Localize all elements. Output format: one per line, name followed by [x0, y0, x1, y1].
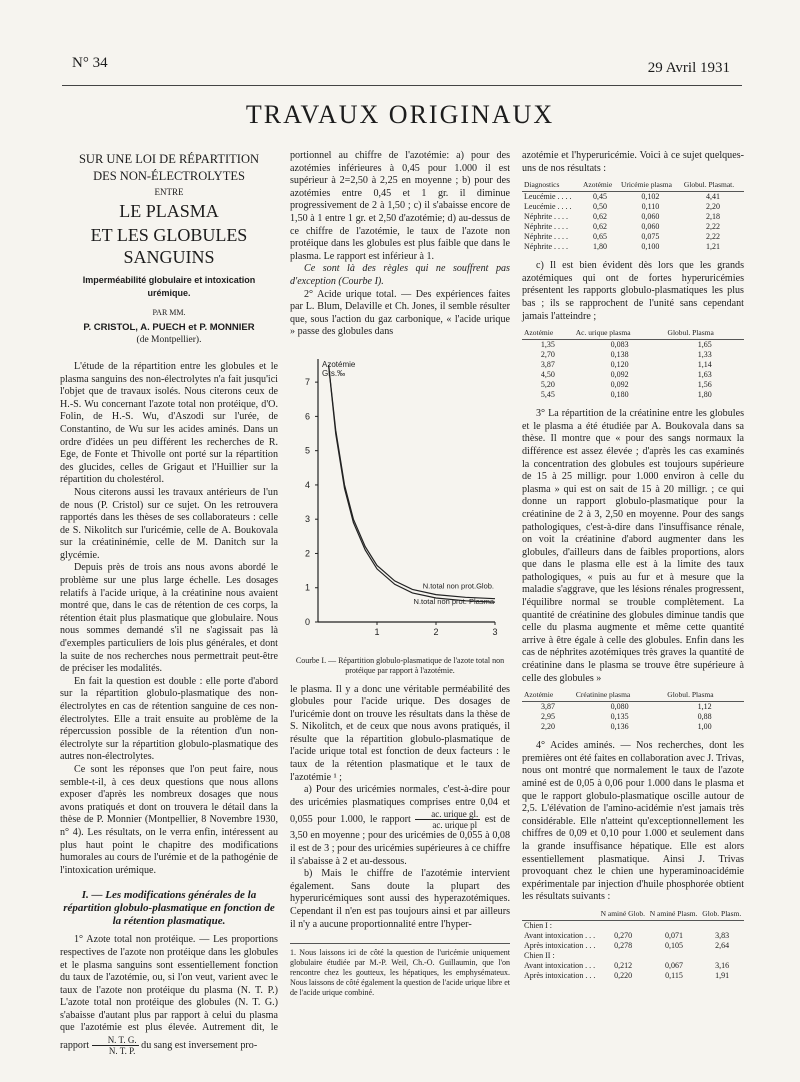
table-cell: 4,41: [705, 192, 720, 202]
y-tick-label: 4: [304, 479, 310, 490]
table-cell: [599, 951, 648, 961]
series-label-2: N.total non prot. Plasma: [413, 597, 494, 607]
table-cell: 0,180: [610, 390, 629, 400]
table-cell: 0,115: [665, 970, 683, 980]
table-cell: 3,87: [540, 702, 555, 712]
table-cell: 0,075: [641, 232, 660, 242]
table-row: [522, 350, 744, 360]
table-cell: Leucémie . . . .: [524, 202, 572, 212]
table-cell: [648, 920, 701, 931]
table-cell: 3,16: [715, 960, 730, 970]
fraction: [92, 1035, 139, 1056]
table-header-cell: Azotémie: [581, 179, 619, 192]
fraction: [415, 809, 480, 830]
table-row: [522, 961, 744, 971]
figure-caption: Courbe I. — Répartition globulo-plasmatique de l'azote total non protéique par rapport à l'azotémie.: [295, 655, 505, 675]
table-cell: 5,20: [540, 380, 555, 390]
table-row: [522, 370, 744, 380]
table-cell: 4,50: [540, 370, 555, 380]
table-cell: 0,65: [592, 232, 607, 242]
table-cell: 0,100: [641, 242, 660, 252]
table-header-cell: Azotémie: [522, 689, 574, 702]
paragraph: 4° Acides aminés. — Nos recherches, dont les premières ont été faites en collaboration avec J. Trivas, nous ont montré que normalement le taux de l'azote aminé est de 0,05 à 0,06 pour 1.000 dans le plasma et que le rapport globulo-plasmatique oscille autour de 2,5. L'élévation de l'amino-acidémie n'est jamais très considérable. Elle n'atteint qu'exceptionnellement les chiffres de 0,09 et 0,10 pour 1.000 et seulement dans la grande insuffisance hépatique. Elle est alors essentiellement plasmatique. Ainsi J. Trivas provoquant chez le chien une hyperaminoacidémie expérimentale par injection d'huile phosphorée obtient les résultats suivants :: [522, 740, 744, 903]
table-cell: 1,65: [697, 340, 712, 350]
table-cell: 0,083: [610, 340, 629, 350]
issue-date: 29 Avril 1931: [647, 60, 730, 76]
table-header-cell: Créatinine plasma: [574, 689, 665, 702]
table-cell: 2,20: [705, 202, 720, 212]
issue-number: N° 34: [72, 55, 108, 71]
table-cell: 1,63: [697, 370, 712, 380]
y-tick-label: 3: [304, 514, 310, 525]
section-title: TRAVAUX ORIGINAUX: [245, 100, 555, 129]
table-row: [522, 971, 744, 981]
table-cell: 2,64: [715, 940, 730, 950]
table-row: [522, 192, 744, 203]
paragraph: [290, 784, 510, 868]
results-table-creatinine: [522, 689, 744, 732]
table-cell: Après intoxication . . .: [524, 940, 596, 950]
table-header-row: [522, 908, 744, 921]
table-cell: 1,14: [697, 360, 712, 370]
table-row: [522, 242, 744, 252]
table-header-cell: Globul. Plasma: [666, 327, 744, 340]
table-cell: 0,212: [614, 960, 633, 970]
footnote: 1. Nous laissons ici de côté la question de l'uricémie uniquement globulaire étudiée par M.-P. Weil, Ch.-O. Guillaumin, que l'on rencontre chez les goutteux, les hépatiques, les emphysémateux. Nous laissons de côté également la question de l'acide urique libre et de l'acide urique combiné.: [290, 943, 510, 998]
authors: P. CRISTOL, A. PUECH et P. MONNIER: [83, 321, 255, 333]
header-rule: [62, 85, 742, 86]
table-cell: 1,80: [697, 390, 712, 400]
table-cell: Néphrite . . . .: [524, 242, 568, 252]
table-row: [522, 380, 744, 390]
table-header-cell: Globul. Plasmat.: [682, 179, 744, 192]
table-cell: 0,62: [592, 212, 607, 222]
table-cell: [700, 951, 744, 961]
table-cell: 1,80: [592, 242, 607, 252]
paragraph: portionnel au chiffre de l'azotémie: a) pour des azotémies inférieures à 0,45 pour 1.000 il est supérieur à 2=2,50 à 2,25 en moyenne ; b) pour des azotémies entre 0,45 et 1 gr. il diminue progressivement de 2 à 1,50 ; c) il s'abaisse encore de 1,50 à 1 entre 1 gr. et 2,50 d'azotémie; d) au-dessus de ce chiffre de l'azotémie, le taux de l'azote non protéique dans les globules est plus faible que dans le plasma. Le rapport est inférieur à 1.: [290, 150, 510, 262]
x-tick-label: 1: [374, 626, 380, 637]
figure: [290, 347, 510, 652]
table-row: [522, 931, 744, 941]
y-tick-label: 2: [304, 548, 310, 559]
table-cell: 0,138: [610, 350, 629, 360]
affiliation: (de Montpellier).: [136, 335, 202, 346]
table-header-cell: Diagnostics: [522, 179, 581, 192]
table-cell: 1,91: [715, 970, 730, 980]
paragraph: le plasma. Il y a donc une véritable perméabilité des globules pour l'acide urique. Des dosages de l'uricémie dont on trouve les résultats dans la thèse de S. Nikolitch, et de ceux que nous avons pratiqués, il résulte que la répartition globulo-plasmatique de l'acide urique total est fonction de deux facteurs : le taux de la rétention plasmatique et le taux de l'azotémie ¹ ;: [290, 683, 510, 783]
table-cell: 0,278: [614, 940, 633, 950]
paragraph: b) Mais le chiffre de l'azotémie intervient également. Sans doute la plupart des hyperuricémiques sont aussi des hyperazotémiques. Cependant il n'en est pas toujours ainsi et par ailleurs il n'y a aucune proportionnalité entre l'hyper-: [290, 868, 510, 930]
table-cell: Chien I :: [524, 920, 552, 930]
paragraph: Depuis près de trois ans nous avons abordé le problème sur une plus large échelle. Les dosages relatifs à l'acide urique, à la créatinine nous avaient montré que, dans le cas de rétention de ces corps, la rétention était plus plasmatique que globulaire. Nous nous sommes demandé s'il ne s'agissait pas là d'exemples particuliers de lois plus générales, et dont la suite de nos recherches nous permettrait peut-être de préciser les modalités.: [60, 562, 278, 675]
table-header-cell: Ac. urique plasma: [574, 327, 666, 340]
table-cell: Néphrite . . . .: [524, 222, 568, 232]
table-cell: 2,20: [540, 722, 555, 732]
table-cell: Avant intoxication . . .: [524, 960, 596, 970]
table-row: [522, 702, 744, 713]
table-row: [522, 340, 744, 351]
y-axis-label: Azotémie: [322, 359, 356, 369]
paragraph: Ce sont les réponses que l'on peut faire, nous semble-t-il, à ces deux questions que nous allons exposer d'après les nombreux dosages que nous avons pratiqués et dont on trouvera le détail dans la thèse de P. Monnier (Montpellier, 8 Novembre 1930, n° 4). Les résultats, on le verra enfin, intéressent au plus haut point le chapitre des modifications humorales au cours de l'urémie et de la pathogénie de l'intoxication urémique.: [60, 763, 278, 876]
paragraph-text: du sang est inversement pro-: [141, 1039, 258, 1051]
table-row: [522, 232, 744, 242]
column-3: [522, 150, 744, 989]
table-cell: Néphrite . . . .: [524, 212, 568, 222]
paragraph: En fait la question est double : elle porte d'abord sur la répartition globulo-plasmatique des non-électrolytes en cas de rétention sanguine de ces non-électrolytes. Elle a trait ensuite au problème de la répercussion possible de la rétention d'un non-électrolyte sur la répartition globulo-plasmatique des autres non-électrolytes.: [60, 675, 278, 763]
results-table-acide-urique: [522, 327, 744, 400]
table-row: [522, 722, 744, 732]
y-tick-label: 1: [304, 582, 310, 593]
table-cell: 0,092: [610, 370, 629, 380]
fraction-denominator: N. T. P.: [108, 1046, 136, 1057]
table-cell: 1,00: [697, 722, 712, 732]
paragraph: L'étude de la répartition entre les globules et le plasma sanguins des non-électrolytes n'a fait jusqu'ici l'objet que de travaux isolés. Nous citerons ceux de H.-S. Wu concernant l'azote total non protéique, d'O. Folin, de H.-S. Wu, d'Aszodi sur l'urée, de Constantino, de Wu sur les acides aminés. Dans un ordre d'idées un peu différent les recherches de R. Ege, de Fonte et Thivolle ont porté sur la répartition des glucides, celles de Grigaut et l'Huillier sur la répartition du cholestérol.: [60, 360, 278, 486]
paragraph-text: a) Pour des uricémies normales, c'est-à-dire pour des uricémies plasmatiques comprises entre 0,04 et 0,055 pour 1.000, le rapport: [290, 784, 510, 826]
by-label: PAR MM.: [152, 308, 186, 318]
table-cell: 1,35: [540, 340, 555, 350]
table-cell: Après intoxication . . .: [524, 970, 596, 980]
y-tick-label: 5: [304, 445, 310, 456]
paragraph: 3° La répartition de la créatinine entre les globules et le plasma a été étudiée par A. Boukovala dans sa thèse. Il montre que « pour des sangs normaux la différence est assez élevée ; d'après les cas examinés la concentration des globules est toujours supérieure de 15 à 25 milligr. pour 1.000 environ à celle du plasma » qui est on sait de 15 à 20 milligr. ; ce qui donne un rapport globulo-plasmatique pour la créatinine de 2 à 3, 2,50 en moyenne. Pour des sangs pathologiques, c'est-à-dire dans l'insuffisance rénale, on voit la créatinine d'abord augmenter dans les globules, d'ailleurs dans de faibles proportions, alors que dans le plasma elle est à la limite des taux pathologiques, « puis au fur et à mesure que la maladie s'aggrave, que les lésions rénales progressent, l'équilibre normal se trouble complètement. La quantité de créatinine des globules diminue tandis que celle du plasma augmente et même cette quantité arrive à être égale à celle des globules. Enfin dans les cas de néphrites azotémiques très graves la quantité de créatinine dans le plasma se trouve être supérieure à celle des globules »: [522, 408, 744, 684]
paragraph: Ce sont là des règles qui ne souffrent pas d'exception (Courbe I).: [290, 263, 510, 287]
table-cell: 0,102: [641, 192, 660, 202]
table-header-row: [522, 179, 744, 192]
table-cell: 0,105: [665, 940, 684, 950]
table-cell: [700, 920, 744, 931]
table-cell: 2,95: [540, 712, 555, 722]
table-cell: 0,080: [610, 702, 629, 712]
article-title-line-4: LE PLASMA: [119, 201, 219, 221]
table-header-cell: Globul. Plasma: [665, 689, 744, 702]
paragraph: [60, 934, 278, 1056]
table-header-row: [522, 689, 744, 702]
table-cell: Chien II :: [524, 950, 555, 960]
article-title-line-1: SUR UNE LOI DE RÉPARTITION: [78, 152, 260, 166]
table-cell: 3,83: [715, 930, 730, 940]
table-cell: 1,21: [705, 242, 720, 252]
table-row: [522, 202, 744, 212]
series-label-1: N.total non prot.Glob.: [422, 581, 494, 591]
table-cell: 0,060: [641, 212, 660, 222]
table-cell: 0,62: [592, 222, 607, 232]
chart-courbe-1: [290, 347, 510, 647]
series-line-1: [329, 365, 495, 599]
results-table-acides-amines: [522, 908, 744, 981]
table-cell: 0,135: [610, 712, 629, 722]
table-cell: 3,87: [540, 360, 555, 370]
table-cell: 1,12: [697, 702, 712, 712]
table-cell: Avant intoxication . . .: [524, 930, 596, 940]
table-header-cell: [522, 908, 599, 921]
table-header-cell: N aminé Glob.: [599, 908, 648, 921]
table-header-cell: Azotémie: [522, 327, 574, 340]
table-row: [522, 360, 744, 370]
table-row: [522, 212, 744, 222]
article-subtitle: Imperméabilité globulaire et intoxication urémique.: [82, 275, 256, 298]
table-cell: Néphrite . . . .: [524, 232, 568, 242]
table-row: [522, 951, 744, 961]
table-header-row: [522, 327, 744, 340]
paragraph: 2° Acide urique total. — Des expériences faites par L. Blum, Delaville et Ch. Jones, il semble résulter que, sous l'action du gaz carbonique, « l'acide urique » passe des globules dans: [290, 288, 510, 338]
table-cell: 1,56: [697, 380, 712, 390]
article-title-line-2: DES NON-ÉLECTROLYTES: [93, 169, 245, 183]
article-title-line-3: ENTRE: [154, 187, 184, 197]
paragraph: c) Il est bien évident dès lors que les grands azotémiques qui ont de fortes hyperuricémies présentent les rapports globulo-plasmatiques les plus bas ; ils se rapprochent de l'unité sans cependant jamais l'atteindre ;: [522, 260, 744, 322]
table-header-cell: Uricémie plasma: [619, 179, 682, 192]
table-cell: 0,071: [665, 930, 684, 940]
paragraph-text: 1° Azote total non protéique. — Les proportions respectives de l'azote non protéique dans les globules et le plasma sanguins sont essentiellement fonction du taux de l'azotémie, ou, si l'on veut, varient avec le taux de l'azote non protéique du plasma (N. T. P.) L'azote total non protéique des globules (N. T. G.) s'abaisse d'autant plus par rapport à celui du plasma que l'azotémie est plus élevée. Autrement dit, le rapport: [60, 934, 278, 1051]
fraction-numerator: N. T. G.: [92, 1035, 139, 1046]
table-cell: 0,110: [641, 202, 660, 212]
table-cell: [599, 920, 648, 931]
series-line-2: [329, 365, 495, 602]
table-cell: 0,220: [614, 970, 633, 980]
table-row: [522, 941, 744, 951]
table-row: [522, 712, 744, 722]
article-title-line-5: ET LES GLOBULES SANGUINS: [90, 225, 248, 267]
table-cell: 0,88: [697, 712, 712, 722]
x-tick-label: 2: [433, 626, 439, 637]
table-cell: [648, 951, 701, 961]
table-header-cell: N aminé Plasm.: [648, 908, 701, 921]
table-cell: 0,45: [592, 192, 607, 202]
table-cell: 1,33: [697, 350, 712, 360]
fraction-numerator: ac. urique gl.: [415, 809, 480, 820]
y-tick-label: 7: [304, 377, 310, 388]
table-row: [522, 222, 744, 232]
results-table-uricemie: [522, 179, 744, 252]
column-1: [60, 150, 278, 1056]
table-cell: 0,270: [614, 930, 633, 940]
table-cell: 0,067: [665, 960, 684, 970]
table-cell: 0,060: [641, 222, 660, 232]
fraction-denominator: ac. urique pl: [432, 820, 478, 831]
table-row: [522, 920, 744, 931]
table-cell: Leucémie . . . .: [524, 192, 572, 202]
column-2: [290, 150, 510, 998]
table-cell: 2,70: [540, 350, 555, 360]
paragraph: Nous citerons aussi les travaux antérieurs de l'un de nous (P. Cristol) sur ce sujet. On les retrouvera rapportés dans les thèses de ses collaborateurs : celle de S. Nikolitch sur l'uricémie, celle de A. Boukovala sur la créatininémie, celle de M. Danitch sur la glycémie.: [60, 486, 278, 561]
table-cell: 0,50: [592, 202, 607, 212]
table-cell: 5,45: [540, 390, 555, 400]
y-tick-label: 6: [304, 411, 310, 422]
table-cell: 2,22: [705, 222, 720, 232]
table-row: [522, 390, 744, 400]
y-axis-label-unit: Grs.‰: [322, 368, 346, 378]
paragraph: azotémie et l'hyperuricémie. Voici à ce sujet quelques-uns de nos résultats :: [522, 150, 744, 174]
table-header-cell: Glob. Plasm.: [700, 908, 744, 921]
x-tick-label: 3: [492, 626, 498, 637]
table-cell: 0,092: [610, 380, 629, 390]
table-cell: 0,120: [610, 360, 629, 370]
section-heading: I. — Les modifications générales de la répartition globulo-plasmatique en fonction de la rétention plasmatique.: [63, 889, 275, 928]
y-tick-label: 0: [304, 616, 310, 627]
table-cell: 2,18: [705, 212, 720, 222]
paragraph-text: est de 3,50 en moyenne ; pour des uricémies de 0,055 à 0,08 il est de 3 ; pour des uricémies supérieures à ce chiffre il s'abaisse à 2 et au-dessous.: [290, 814, 510, 867]
table-cell: 2,22: [705, 232, 720, 242]
table-cell: 0,136: [610, 722, 629, 732]
